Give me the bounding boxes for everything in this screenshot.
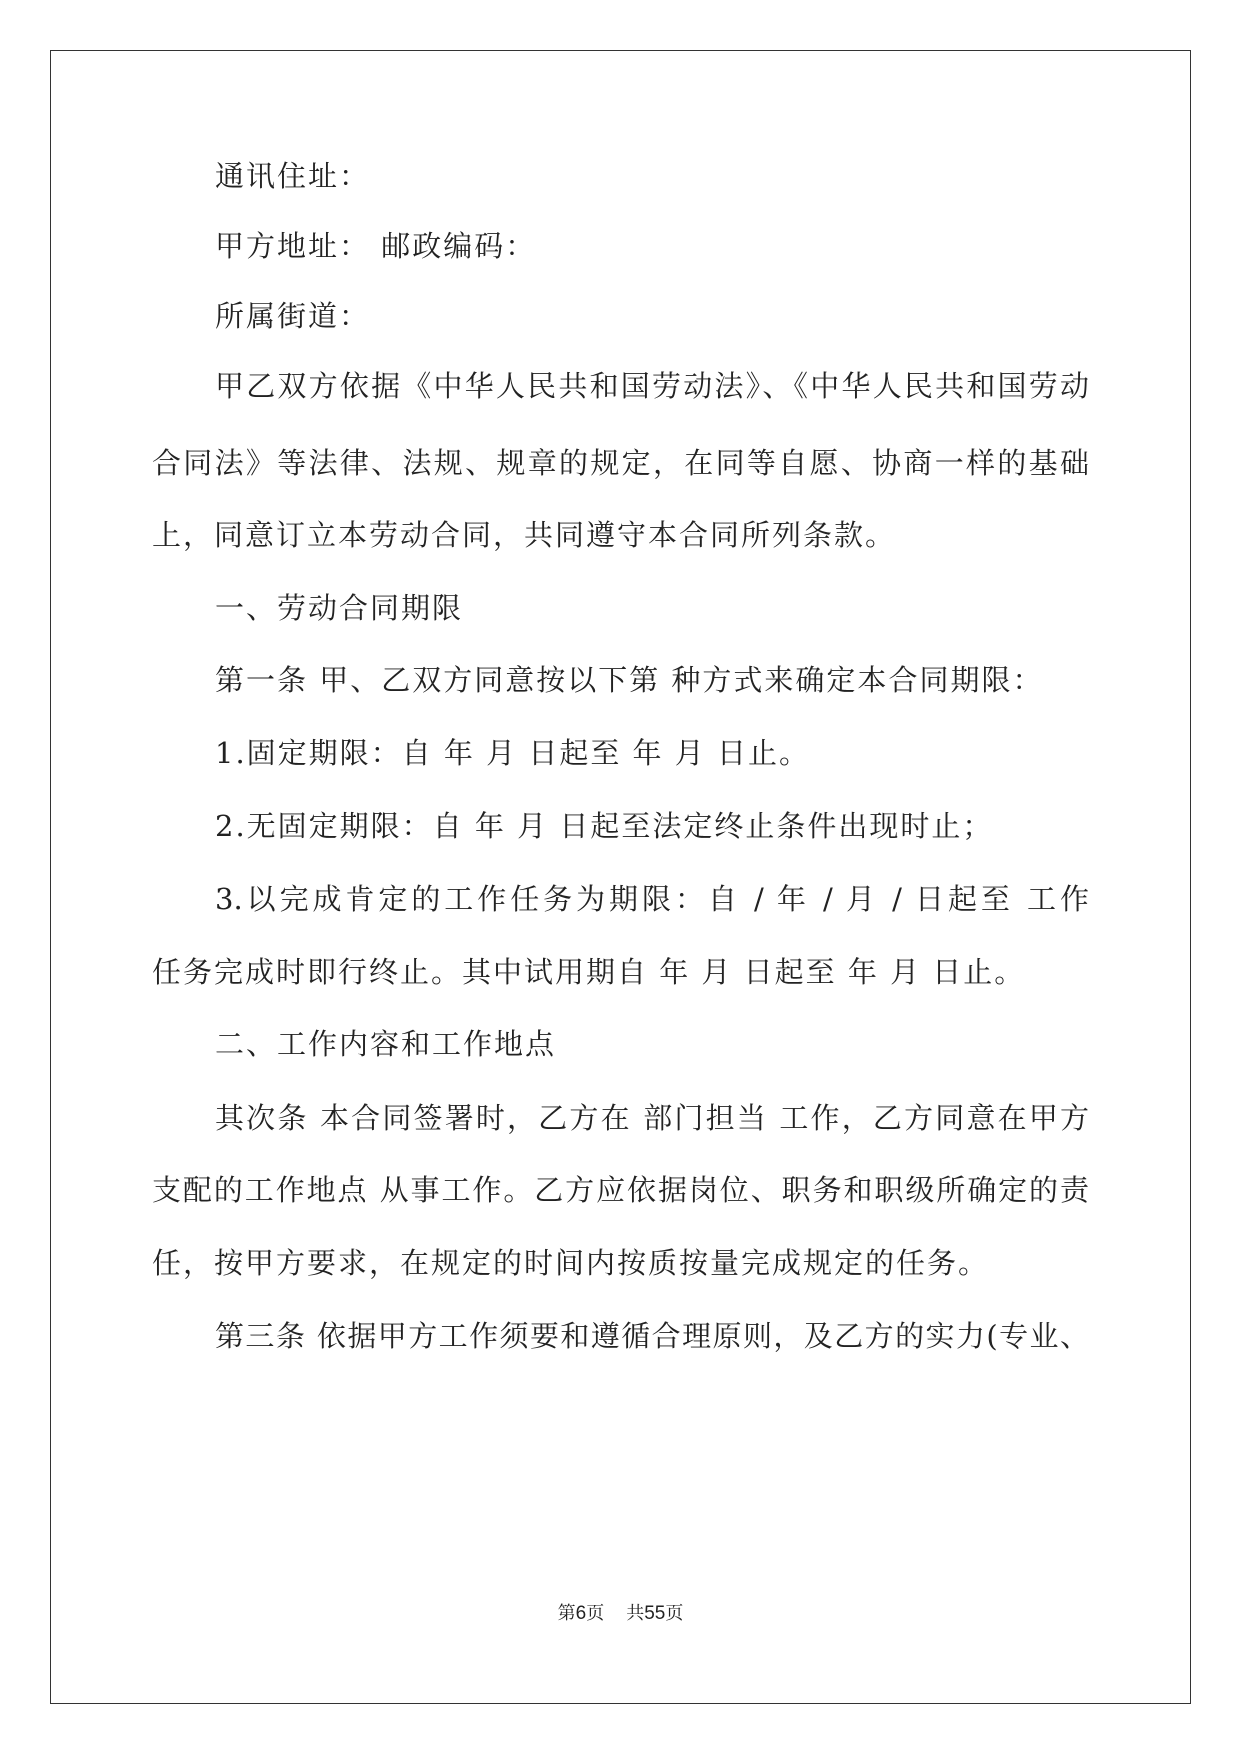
text-line: 合同法》等法律、法规、规章的规定，在同等自愿、协商一样的基础 <box>152 446 1089 480</box>
text-line: 2.无固定期限：自 年 月 日起至法定终止条件出现时止； <box>215 809 994 843</box>
text-line: 3.以完成肯定的工作任务为期限：自 / 年 / 月 / 日起至 工作 <box>215 882 1089 916</box>
page-footer <box>0 1602 1241 1626</box>
text-line: 第一条 甲、乙双方同意按以下第 种方式来确定本合同期限： <box>215 663 1044 697</box>
footer-page-unit: 页 <box>586 1603 605 1624</box>
text-line: 第三条 依据甲方工作须要和遵循合理原则，及乙方的实力(专业、 <box>215 1319 1089 1353</box>
text-line: 甲方地址： 邮政编码： <box>215 229 537 263</box>
text-line: 任，按甲方要求，在规定的时间内按质按量完成规定的任务。 <box>152 1246 990 1280</box>
text-line: 任务完成时即行终止。其中试用期自 年 月 日起至 年 月 日止。 <box>152 955 1026 989</box>
text-line: 其次条 本合同签署时，乙方在 部门担当 工作，乙方同意在甲方 <box>215 1101 1089 1135</box>
footer-total-prefix: 共 <box>626 1603 645 1624</box>
text-line: 1.固定期限：自 年 月 日起至 年 月 日止。 <box>215 736 810 770</box>
section-heading: 二、工作内容和工作地点 <box>215 1027 557 1061</box>
text-line: 通讯住址： <box>215 159 371 193</box>
text-line: 甲乙双方依据《中华人民共和国劳动法》、《中华人民共和国劳动 <box>215 369 1089 403</box>
footer-prefix: 第 <box>557 1603 576 1624</box>
footer-total-unit: 页 <box>665 1603 684 1624</box>
section-heading: 一、劳动合同期限 <box>215 591 464 625</box>
text-line: 支配的工作地点 从事工作。乙方应依据岗位、职务和职级所确定的责 <box>152 1173 1089 1207</box>
total-pages: 55 <box>644 1603 666 1624</box>
text-line: 上，同意订立本劳动合同，共同遵守本合同所列条款。 <box>152 518 897 552</box>
page-number: 6 <box>575 1603 587 1624</box>
text-line: 所属街道： <box>215 299 371 333</box>
